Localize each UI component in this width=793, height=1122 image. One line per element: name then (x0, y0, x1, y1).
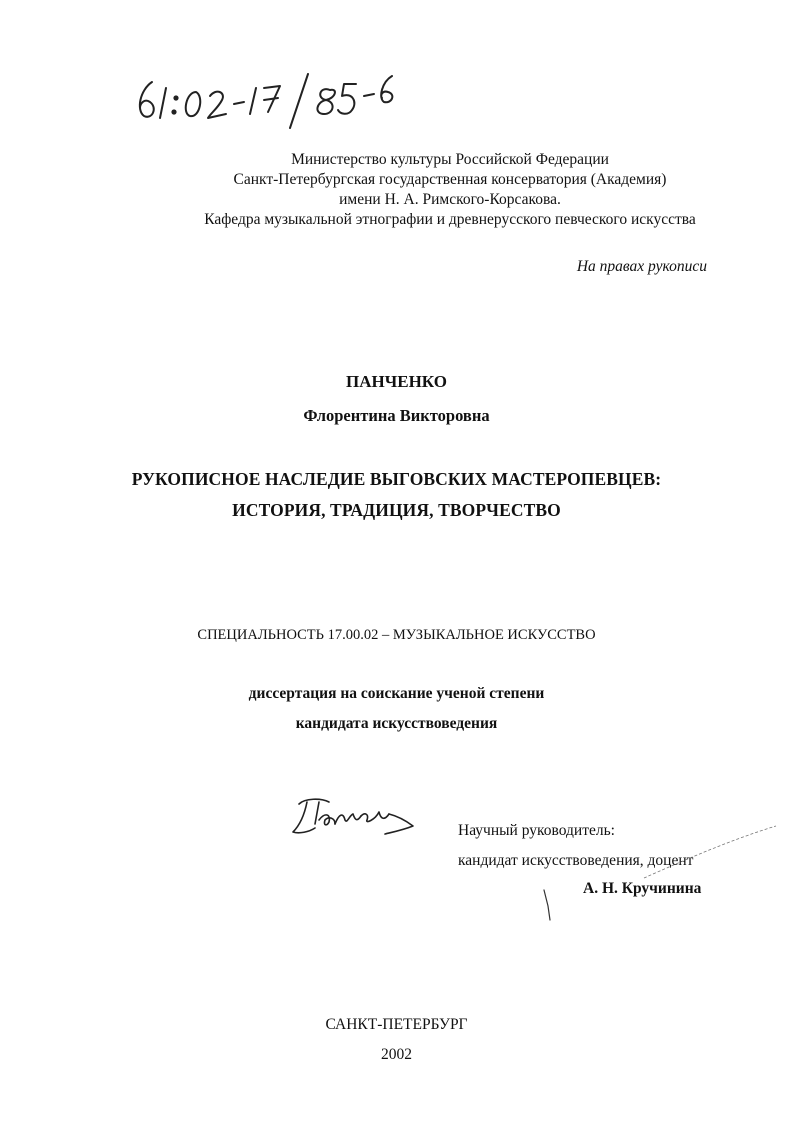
supervisor-label: Научный руководитель: (458, 822, 615, 839)
dissertation-title-line-2: ИСТОРИЯ, ТРАДИЦИЯ, ТВОРЧЕСТВО (232, 500, 561, 520)
author-given-names: Флорентина Викторовна (303, 406, 490, 425)
institution-block (100, 150, 793, 230)
ministry-line: Министерство культуры Российской Федерации (291, 151, 609, 168)
city: САНКТ-ПЕТЕРБУРГ (325, 1016, 468, 1033)
pen-tick-mark (540, 888, 556, 924)
specialty-line: СПЕЦИАЛЬНОСТЬ 17.00.02 – МУЗЫКАЛЬНОЕ ИСКУССТВО (197, 627, 596, 643)
author-surname: ПАНЧЕНКО (346, 372, 447, 391)
supervisor-name: А. Н. Кручинина (583, 880, 702, 897)
degree-line-2: кандидата искусствоведения (295, 715, 498, 732)
conservatory-line: Санкт-Петербургская государственная консерватория (Академия) (233, 171, 667, 188)
archive-number-handwriting (130, 62, 410, 132)
named-after-line: имени Н. А. Римского-Корсакова. (339, 191, 561, 208)
department-line: Кафедра музыкальной этнографии и древнерусского певческого искусства (204, 211, 696, 228)
degree-line-1: диссертация на соискание ученой степени (248, 685, 545, 702)
pen-stroke-mark (640, 822, 780, 882)
supervisor-position: кандидат искусствоведения, доцент (458, 852, 694, 869)
year: 2002 (381, 1046, 412, 1063)
dissertation-title-line-1: РУКОПИСНОЕ НАСЛЕДИЕ ВЫГОВСКИХ МАСТЕРОПЕВЦЕВ: (131, 469, 662, 489)
manuscript-rights-note: На правах рукописи (576, 258, 707, 275)
author-signature (285, 790, 425, 840)
